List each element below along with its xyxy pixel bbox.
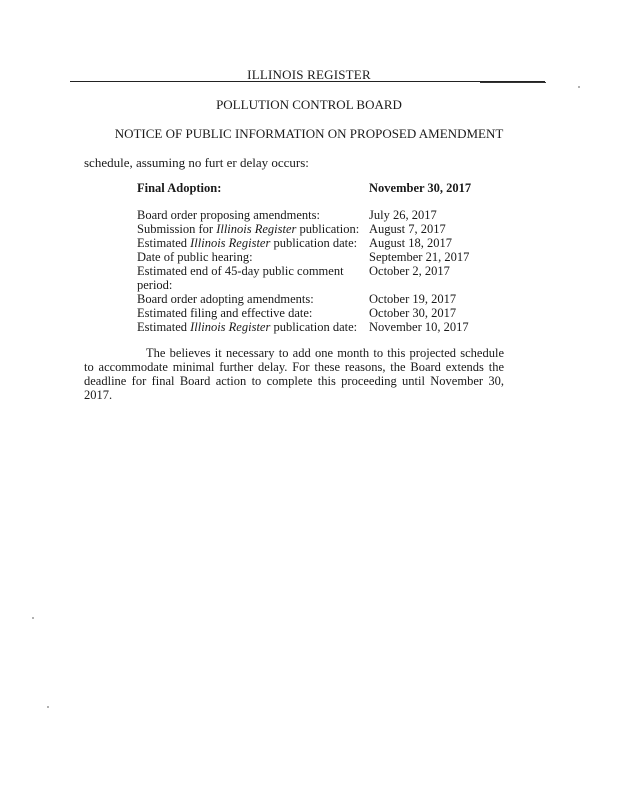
header-rule-extension (480, 82, 546, 83)
schedule-label: Estimated Illinois Register publication date: (137, 320, 358, 334)
schedule-row (137, 292, 497, 306)
intro-text: schedule, assuming no furt er delay occurs: (84, 155, 309, 170)
notice-heading: NOTICE OF PUBLIC INFORMATION ON PROPOSED AMENDMENT (114, 126, 504, 141)
schedule-date: July 26, 2017 (369, 208, 437, 222)
schedule-row (137, 208, 497, 222)
schedule-table (137, 181, 497, 334)
schedule-date: September 21, 2017 (369, 250, 470, 264)
schedule-label: Board order proposing amendments: (137, 208, 320, 222)
schedule-label: Board order adopting amendments: (137, 292, 314, 306)
schedule-date: November 10, 2017 (369, 320, 469, 334)
schedule-date: October 30, 2017 (369, 306, 457, 320)
schedule-row (137, 236, 497, 250)
body-paragraph: The believes it necessary to add one month to this projected schedule to accommodate minimal further delay. For these reasons, the Board extends the deadline for final Board action to complete this proceeding until November 30, 2017. (84, 346, 504, 402)
agency-name: POLLUTION CONTROL BOARD (216, 97, 402, 112)
schedule-row (137, 250, 497, 264)
final-adoption-row (137, 181, 497, 208)
schedule-label: Date of public hearing: (137, 250, 253, 264)
schedule-label: Estimated end of 45-day public comment period: (137, 264, 344, 292)
schedule-row (137, 306, 497, 320)
schedule-label: Estimated Illinois Register publication date: (137, 236, 358, 250)
scan-speck (32, 617, 34, 619)
header-rule (70, 81, 545, 82)
scan-speck (578, 86, 580, 88)
schedule-row (137, 264, 497, 292)
schedule-date: October 2, 2017 (369, 264, 450, 278)
schedule-label: Submission for Illinois Register publication: (137, 222, 360, 236)
schedule-row (137, 320, 497, 334)
final-adoption-date: November 30, 2017 (369, 181, 472, 195)
scan-speck (47, 706, 49, 708)
schedule-label: Estimated filing and effective date: (137, 306, 313, 320)
schedule-date: October 19, 2017 (369, 292, 457, 306)
final-adoption-label: Final Adoption: (137, 181, 222, 195)
schedule-date: August 18, 2017 (369, 236, 452, 250)
schedule-date: August 7, 2017 (369, 222, 446, 236)
register-title: ILLINOIS REGISTER (247, 67, 371, 82)
schedule-row (137, 222, 497, 236)
